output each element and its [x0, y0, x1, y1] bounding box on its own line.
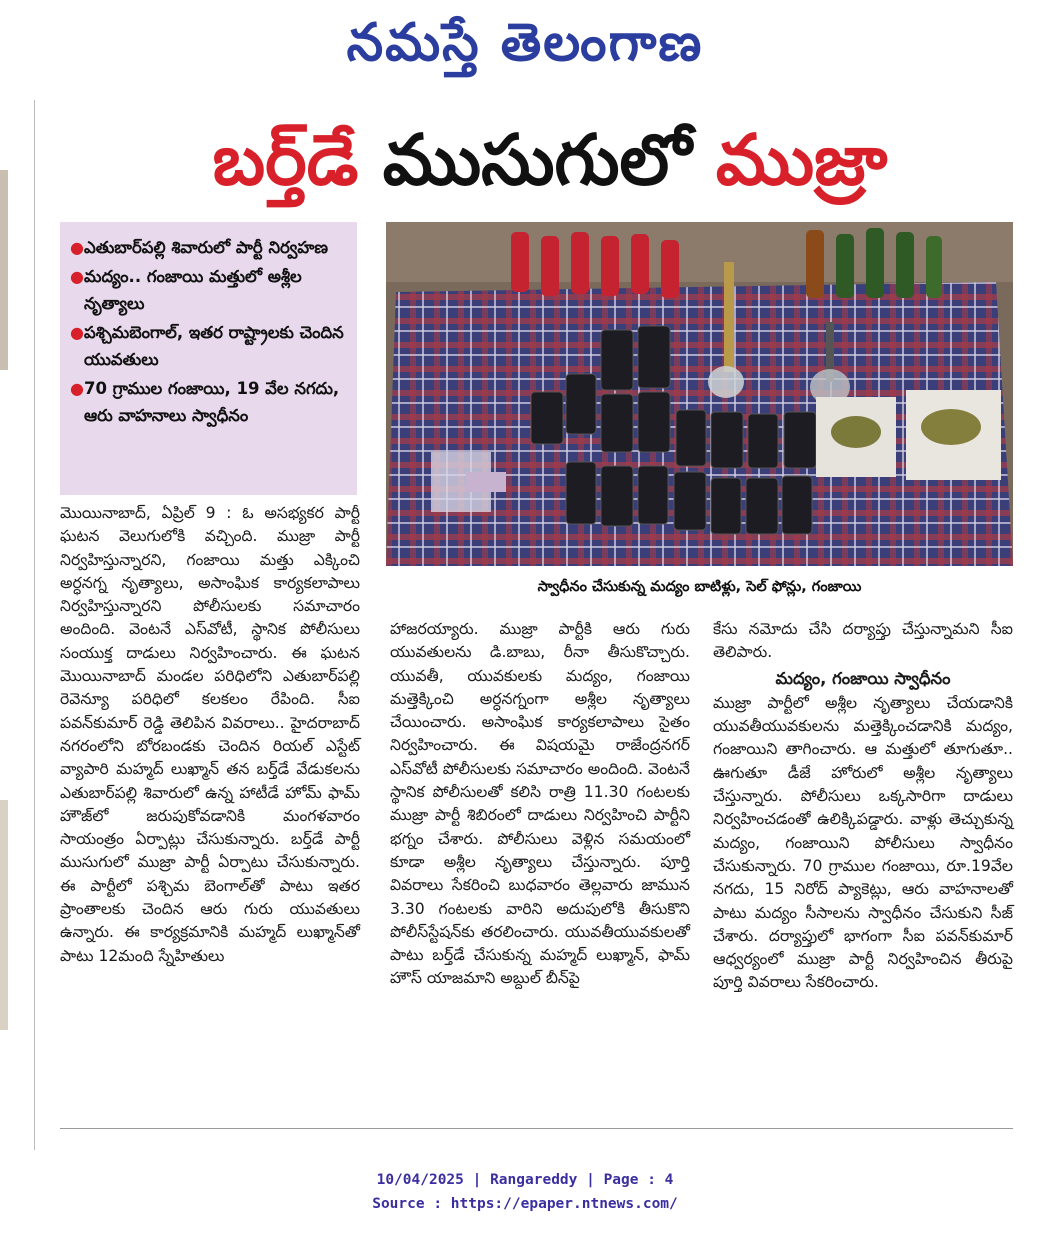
- article-paragraph: మొయినాబాద్, ఏప్రిల్ 9 : ఓ అసభ్యకర పార్టీ ఘటన వెలుగులోకి వచ్చింది. ముజ్రా పార్టీ నిర్వహిస్తున్నారని, గంజాయి మత్తు ఎక్కించి అర్ధనగ్న నృత్యాలు, అసాంఘిక కార్యకలాపాలు నిర్వహిస్తున్నారని పోలీసులకు సమాచారం అందింది. వెంటనే ఎస్‌వోటీ, స్థానిక పోలీసులు సంయుక్త దాడులు నిర్వహించారు. ఈ ఘటన మొయినాబాద్ మండల పరిధిలోని ఎతుబార్‌పల్లి రెవెన్యూ పరిధిలో కలకలం రేపింది. సీఐ పవన్‌కుమార్ రెడ్డి తెలిపిన వివరాలు.. హైదరాబాద్ నగరంలోని బోరబండకు చెందిన రియల్ ఎస్టేట్ వ్యాపారి మహ్మద్ లుఖ్మాన్ తన బర్త్‌డే వేడుకలను ఎతుబార్‌పల్లి శివారులో ఉన్న హాటీడే హోమ్ ఫామ్ హౌజ్‌లో జరుపుకోవడానికి మంగళవారం సాయంత్రం ఏర్పాట్లు చేసుకున్నారు. బర్త్‌డే పార్టీ ముసుగులో ముజ్రా పార్టీ ఏర్పాటు చేసుకున్నారు. ఈ పార్టీలో పశ్చిమ బెంగాల్‌తో పాటు ఇతర ప్రాంతాలకు చెందిన ఆరు గురు యువతులు ఉన్నారు. ఈ కార్యక్రమానికి మహ్మద్ లుఖ్మాన్‌తో పాటు 12మంది స్నేహితులు: [60, 504, 360, 965]
- footer-divider: [60, 1128, 1013, 1129]
- highlight-item: ● 70 గ్రాముల గంజాయి, 19 వేల నగదు, ఆరు వాహనాలు స్వాధీనం: [70, 375, 349, 429]
- highlight-item: ● పశ్చిమబెంగాల్, ఇతర రాష్ట్రాలకు చెందిన యువతులు: [70, 319, 349, 373]
- article-column-3: [713, 618, 1013, 995]
- headline: [60, 110, 1040, 210]
- highlight-item: ● మద్యం.. గంజాయి మత్తులో అశ్లీల నృత్యాలు: [70, 263, 349, 317]
- bullet-icon: ●: [70, 238, 84, 257]
- article-paragraph: ముజ్రా పార్టీలో అశ్లీల నృత్యాలు చేయడానికి యువతీయువకులను మత్తెక్కించడానికి మద్యం, గంజాయిని తాగించారు. ఆ మత్తులో తూగుతూ.. ఊగుతూ డీజే హోరులో అశ్లీల నృత్యాలు చేస్తున్నారు. పోలీసులు ఒక్కసారిగా దాడులు నిర్వహించడంతో ఉలిక్కిపడ్డారు. వాళ్లు తెచ్చుకున్న మద్యం, గంజాయిని పోలీసులు స్వాధీనం చేసుకున్నారు. 70 గ్రాముల గంజాయి, రూ.19వేల నగదు, 15 నిరోద్ ప్యాకెట్లు, ఆరు వాహనాలతో పాటు మద్యం సీసాలను స్వాధీనం చేసుకుని సీజ్ చేశారు. దర్యాప్తులో భాగంగా సీఐ పవన్‌కుమార్ ఆధ్వర్యంలో ముజ్రా పార్టీ నిర్వహించిన తీరుపై పూర్తి వివరాలు సేకరించారు.: [713, 693, 1013, 992]
- bullet-icon: ●: [70, 267, 84, 286]
- ganja-packets: [816, 390, 1001, 480]
- adjacent-page-strip: [0, 100, 12, 1150]
- photo-caption: స్వాధీనం చేసుకున్న మద్యం బాటిళ్లు, సెల్ ఫోన్లు, గంజాయి: [537, 579, 862, 595]
- column-divider: [34, 100, 35, 1150]
- article-column-1: [60, 502, 360, 968]
- article-paragraph: కేసు నమోదు చేసి దర్యాప్తు చేస్తున్నామని సీఐ తెలిపారు.: [713, 620, 1013, 662]
- headline-part-2: ముసుగులో: [382, 119, 692, 201]
- article-column-2: [390, 618, 690, 991]
- highlights-box: [60, 222, 357, 495]
- article-paragraph: హాజరయ్యారు. ముజ్రా పార్టీకి ఆరు గురు యువతులను డి.బాబు, రీనా తీసుకొచ్చారు. యువతీ, యువకులకు మద్యం, గంజాయి మత్తెక్కించి అర్ధనగ్నంగా అశ్లీల నృత్యాలు చేయించారు. అసాంఘిక కార్యకలాపాలు సైతం నిర్వహించారు. ఈ విషయమై రాజేంద్రనగర్ ఎస్‌వోటీ పోలీసులకు సమాచారం అందింది. వెంటనే స్థానిక పోలీసులతో కలిసి రాత్రి 11.30 గంటలకు ముజ్రా పార్టీ శిబిరంలో దాడులు నిర్వహించి పార్టీని భగ్నం చేశారు. పోలీసులు వెళ్లిన సమయంలో కూడా అశ్లీల నృత్యాలు చేస్తున్నారు. పూర్తి వివరాలు సేకరించి బుధవారం తెల్లవారు జామున 3.30 గంటలకు వారిని అదుపులోకి తీసుకొని పోలీస్‌స్టేషన్‌కు తరలించారు. యువతీయువకులతో పాటు బర్త్‌డే చేసుకున్న మహ్మద్ లుఖ్మాన్, ఫామ్ హౌస్ యాజమాని అబ్దుల్ బీన్‌పై: [390, 620, 690, 988]
- seized-items-photo: [386, 222, 1013, 566]
- headline-part-3: ముజ్రా: [715, 119, 888, 201]
- masthead-logo: నమస్తే తెలంగాణ: [346, 12, 704, 73]
- bullet-icon: ●: [70, 323, 84, 342]
- page-footer: [0, 1168, 1050, 1216]
- article-subheading: మద్యం, గంజాయి స్వాధీనం: [775, 668, 951, 688]
- highlight-item: ● ఎతుబార్‌పల్లి శివారులో పార్టీ నిర్వహణ: [70, 234, 349, 261]
- bullet-icon: ●: [70, 379, 84, 398]
- footer-date-edition: 10/04/2025 | Rangareddy | Page : 4: [376, 1172, 674, 1188]
- headline-part-1: బర్త్‌డే: [212, 119, 359, 201]
- footer-source-link[interactable]: Source : https://epaper.ntnews.com/: [372, 1196, 678, 1212]
